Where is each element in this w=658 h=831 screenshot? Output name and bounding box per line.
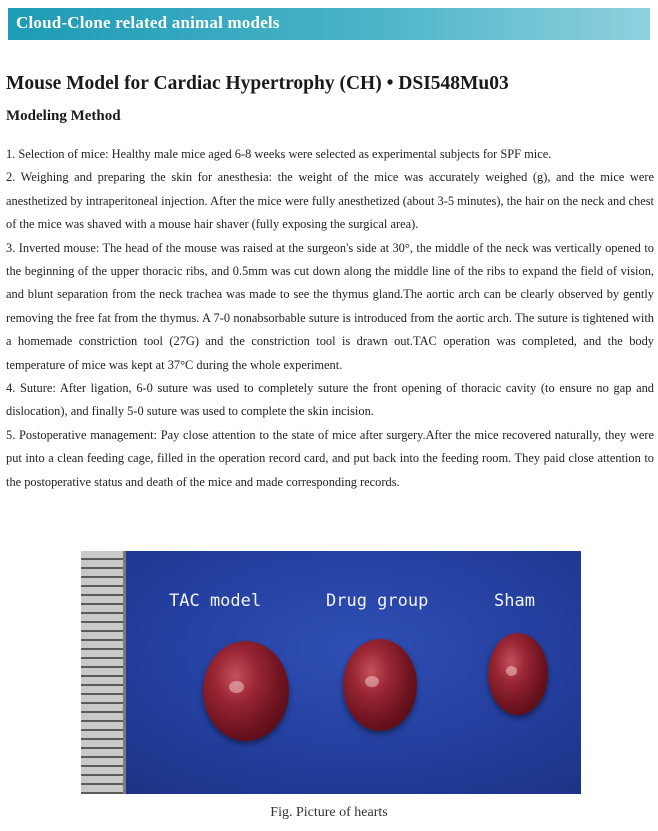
ruler-edge <box>123 551 126 794</box>
figure-caption: Fig. Picture of hearts <box>270 805 388 820</box>
step-5: 5. Postoperative management: Pay close attention to the state of mice after surgery.After the mice recovered naturally, they were put into a clean feeding cage, filled in the operation record card, and put back into the feeding room. They paid close attention to the postoperative status and death of the mice and made corresponding records. <box>6 427 654 489</box>
page-title: Mouse Model for Cardiac Hypertrophy (CH) • DSI548Mu03 <box>6 73 509 94</box>
heart-sham <box>488 633 548 715</box>
ruler <box>81 551 123 794</box>
label-drug-group: Drug group <box>326 591 429 611</box>
step-1: 1. Selection of mice: Healthy male mice aged 6-8 weeks were selected as experimental subjects for SPF mice. <box>6 147 552 161</box>
step-4: 4. Suture: After ligation, 6-0 suture was used to completely suture the front opening of thoracic cavity (to ensure no gap and dislocation), and finally 5-0 suture was used to complete the skin incision. <box>6 381 654 419</box>
method-steps <box>6 143 654 494</box>
section-banner <box>8 8 650 40</box>
label-tac-model: TAC model <box>169 591 262 611</box>
hearts-photo <box>81 551 581 794</box>
step-2: 2. Weighing and preparing the skin for anesthesia: the weight of the mice was accurately weighed (g), and the mice were anesthetized by intraperitoneal injection. After the mice were fully anesthetized (about 3-5 minutes), the hair on the neck and chest of the mice was shaved with a mouse hair shaver (fully exposing the surgical area). <box>6 170 654 232</box>
step-3: 3. Inverted mouse: The head of the mouse was raised at the surgeon's side at 30°, the middle of the neck was vertically opened to the beginning of the upper thoracic ribs, and 0.5mm was cut down along the middle line of the ribs to expand the field of vision, and blunt separation from the neck trachea was made to see the thymus gland.The aortic arch can be clearly observed by gently removing the free fat from the thymus. A 7-0 nonabsorbable suture is introduced from the aortic arch. The suture is tightened with a homemade constriction tool (27G) and the constriction tool is drawn out.TAC operation was completed, and the body temperature of mice was kept at 37°C during the whole experiment. <box>6 240 654 372</box>
banner-title: Cloud-Clone related animal models <box>16 13 280 32</box>
label-sham: Sham <box>494 591 535 611</box>
section-subtitle: Modeling Method <box>6 108 121 124</box>
heart-drug-group <box>343 639 417 731</box>
heart-tac-model <box>203 641 289 741</box>
